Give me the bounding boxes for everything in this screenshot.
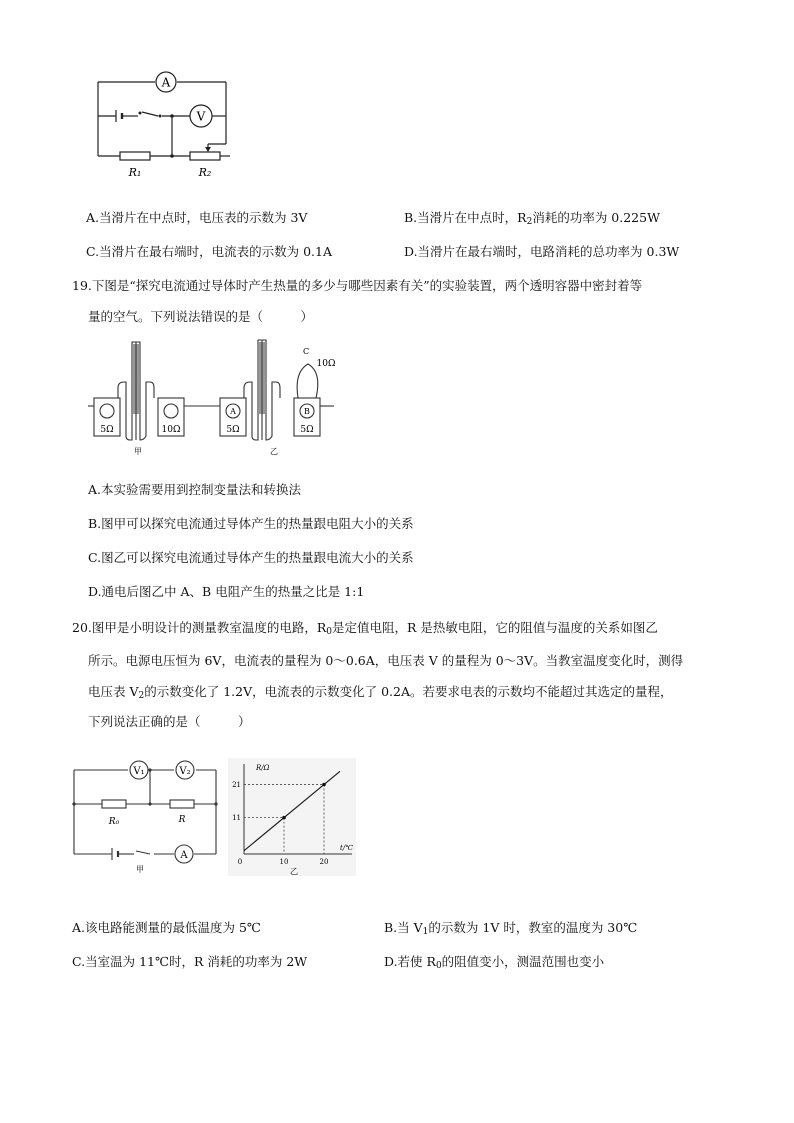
q18-option-c: C.当滑片在最右端时，电流表的示数为 0.1A [86,244,332,259]
q19-10ohm-a: 10Ω [161,425,181,435]
q19-jia-label: 甲 [134,447,142,456]
q19-option-c: C.图乙可以探究电流通过导体产生的热量跟电流大小的关系 [88,550,414,565]
q19-5ohm-c: 5Ω [300,425,314,435]
ammeter-label: A [161,75,171,90]
q19-c-label: C [302,347,310,356]
q18-option-d: D.当滑片在最右端时，电路消耗的总功率为 0.3W [404,244,680,259]
q20-r-t-chart [228,758,356,876]
chart-xlabel: t/℃ [340,844,354,852]
v1-label: V₁ [133,766,145,777]
r1-label: R₁ [128,166,142,179]
q20-stem-line2: 所示。电源电压恒为 6V，电流表的量程为 0～0.6A，电压表 V 的量程为 0～3V。当教室温度变化时，测得 [88,653,684,668]
q20-stem-line1: 20.图甲是小明设计的测量教室温度的电路，$R_0$是定值电阻，R 是热敏电阻，它的阻值与温度的关系如图乙 [72,620,658,637]
y-tick-11: 11 [232,814,241,823]
v2-label: V₂ [179,766,191,777]
r0-label: R₀ [108,817,120,827]
q20-option-a: A.该电路能测量的最低温度为 5℃ [72,920,261,935]
q18-circuit-figure [90,66,240,184]
r-label: R [178,815,186,825]
q19-a-label: A [230,407,236,416]
x-tick-20: 20 [319,858,329,866]
chart-ylabel: R/Ω [256,764,270,772]
q19-option-d: D.通电后图乙中 A、B 电阻产生的热量之比是 1:1 [88,584,365,599]
y-tick-21: 21 [232,781,241,790]
x-tick-10: 10 [279,858,289,866]
q19-b-label: B [304,407,310,416]
q20-jia-label: 甲 [136,865,144,874]
q19-option-b: B.图甲可以探究电流通过导体产生的热量跟电阻大小的关系 [88,516,414,531]
q19-5ohm-b: 5Ω [226,425,240,435]
q20-option-c: C.当室温为 11℃时，R 消耗的功率为 2W [72,954,308,969]
q20-stem-line3: 电压表 $V_2$的示数变化了 1.2V，电流表的示数变化了 0.2A。若要求电表的示数均不能超过其选定的量程， [88,684,673,701]
q19-option-a: A.本实验需要用到控制变量法和转换法 [88,482,302,497]
q19-stem-line1: 19.下图是“探究电流通过导体时产生热量的多少与哪些因素有关”的实验装置，两个透明容器中密封着等 [72,278,643,293]
q19-yi-label: 乙 [270,447,278,456]
q20-yi-label: 乙 [290,867,298,876]
q18-option-b: B.当滑片在中点时，$R_2$消耗的功率为 0.225W [404,210,660,227]
q20-stem-line4: 下列说法正确的是（ ） [88,714,251,729]
q19-10ohm-b: 10Ω [316,359,336,369]
data-point-1 [322,783,326,787]
voltmeter-label: V [196,109,206,124]
r2-label: R₂ [198,166,212,179]
q20-circuit-figure [70,758,220,876]
q18-option-a: A.当滑片在中点时，电压表的示数为 3V [86,210,308,225]
data-point-0 [282,816,286,820]
q20-option-b: B.当 $V_1$的示数为 1V 时，教室的温度为 30℃ [384,920,638,937]
q20-option-d: D.若使 $R_0$的阻值变小，测温范围也变小 [384,954,605,971]
chart-origin-label: 0 [237,858,243,866]
q19-apparatus-figure [88,336,338,456]
ammeter-q20-label: A [180,850,188,861]
q19-stem-line2: 量的空气。下列说法错误的是（ ） [88,309,314,324]
q19-5ohm-a: 5Ω [100,425,114,435]
